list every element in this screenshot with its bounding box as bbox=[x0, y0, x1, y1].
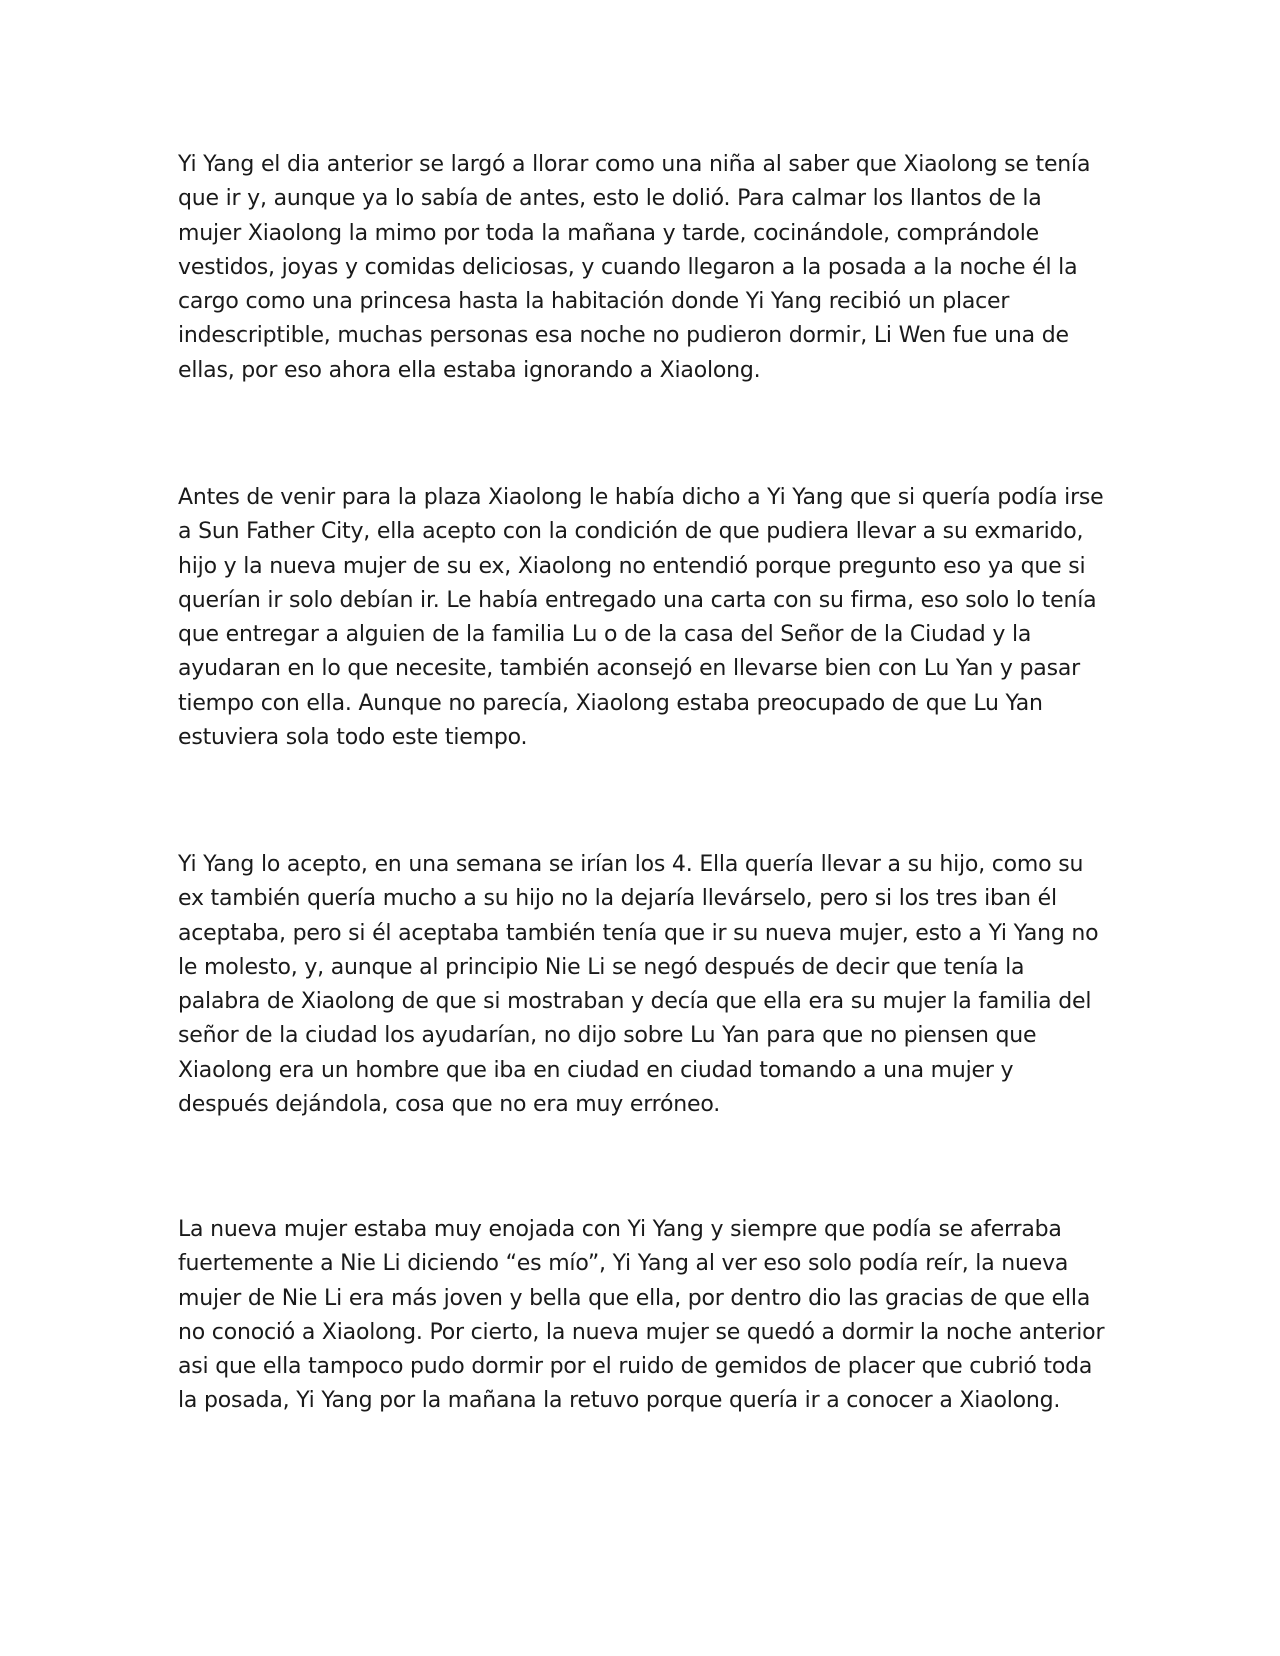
paragraph-4: La nueva mujer estaba muy enojada con Yi Yang y siempre que podía se aferraba fuertemente a Nie Li diciendo “es mío”, Yi Yang al ver eso solo podía reír, la nueva mujer de Nie Li era más joven y bella que ella, por dentro dio las gracias de que ella no conoció a Xiaolong. Por cierto, la nueva mujer se quedó a dormir la noche anterior asi que ella tampoco pudo dormir por el ruido de gemidos de placer que cubrió toda la posada, Yi Yang por la mañana la retuvo porque quería ir a conocer a Xiaolong. bbox=[178, 1217, 1105, 1414]
paragraph-3: Yi Yang lo acepto, en una semana se irían los 4. Ella quería llevar a su hijo, como su ex también quería mucho a su hijo no la dejaría llevárselo, pero si los tres iban él aceptaba, pero si él aceptaba también tenía que ir su nueva mujer, esto a Yi Yang no le molesto, y, aunque al principio Nie Li se negó después de decir que tenía la palabra de Xiaolong de que si mostraban y decía que ella era su mujer la familia del señor de la ciudad los ayudarían, no dijo sobre Lu Yan para que no piensen que Xiaolong era un hombre que iba en ciudad en ciudad tomando a una mujer y después dejándola, cosa que no era muy erróneo. bbox=[178, 852, 1099, 1118]
paragraph-2: Antes de venir para la plaza Xiaolong le había dicho a Yi Yang que si quería podía irse a Sun Father City, ella acepto con la condición de que pudiera llevar a su exmarido, hijo y la nueva mujer de su ex, Xiaolong no entendió porque pregunto eso ya que si querían ir solo debían ir. Le había entregado una carta con su firma, eso solo lo tenía que entregar a alguien de la familia Lu o de la casa del Señor de la Ciudad y la ayudaran en lo que necesite, también aconsejó en llevarse bien con Lu Yan y pasar tiempo con ella. Aunque no parecía, Xiaolong estaba preocupado de que Lu Yan estuviera sola todo este tiempo. bbox=[178, 485, 1104, 751]
paragraph-1: Yi Yang el dia anterior se largó a llorar como una niña al saber que Xiaolong se tenía que ir y, aunque ya lo sabía de antes, esto le dolió. Para calmar los llantos de la mujer Xiaolong la mimo por toda la mañana y tarde, cocinándole, comprándole vestidos, joyas y comidas deliciosas, y cuando llegaron a la posada a la noche él la cargo como una princesa hasta la habitación donde Yi Yang recibió un placer indescriptible, muchas personas esa noche no pudieron dormir, Li Wen fue una de ellas, por eso ahora ella estaba ignorando a Xiaolong. bbox=[178, 152, 1091, 383]
